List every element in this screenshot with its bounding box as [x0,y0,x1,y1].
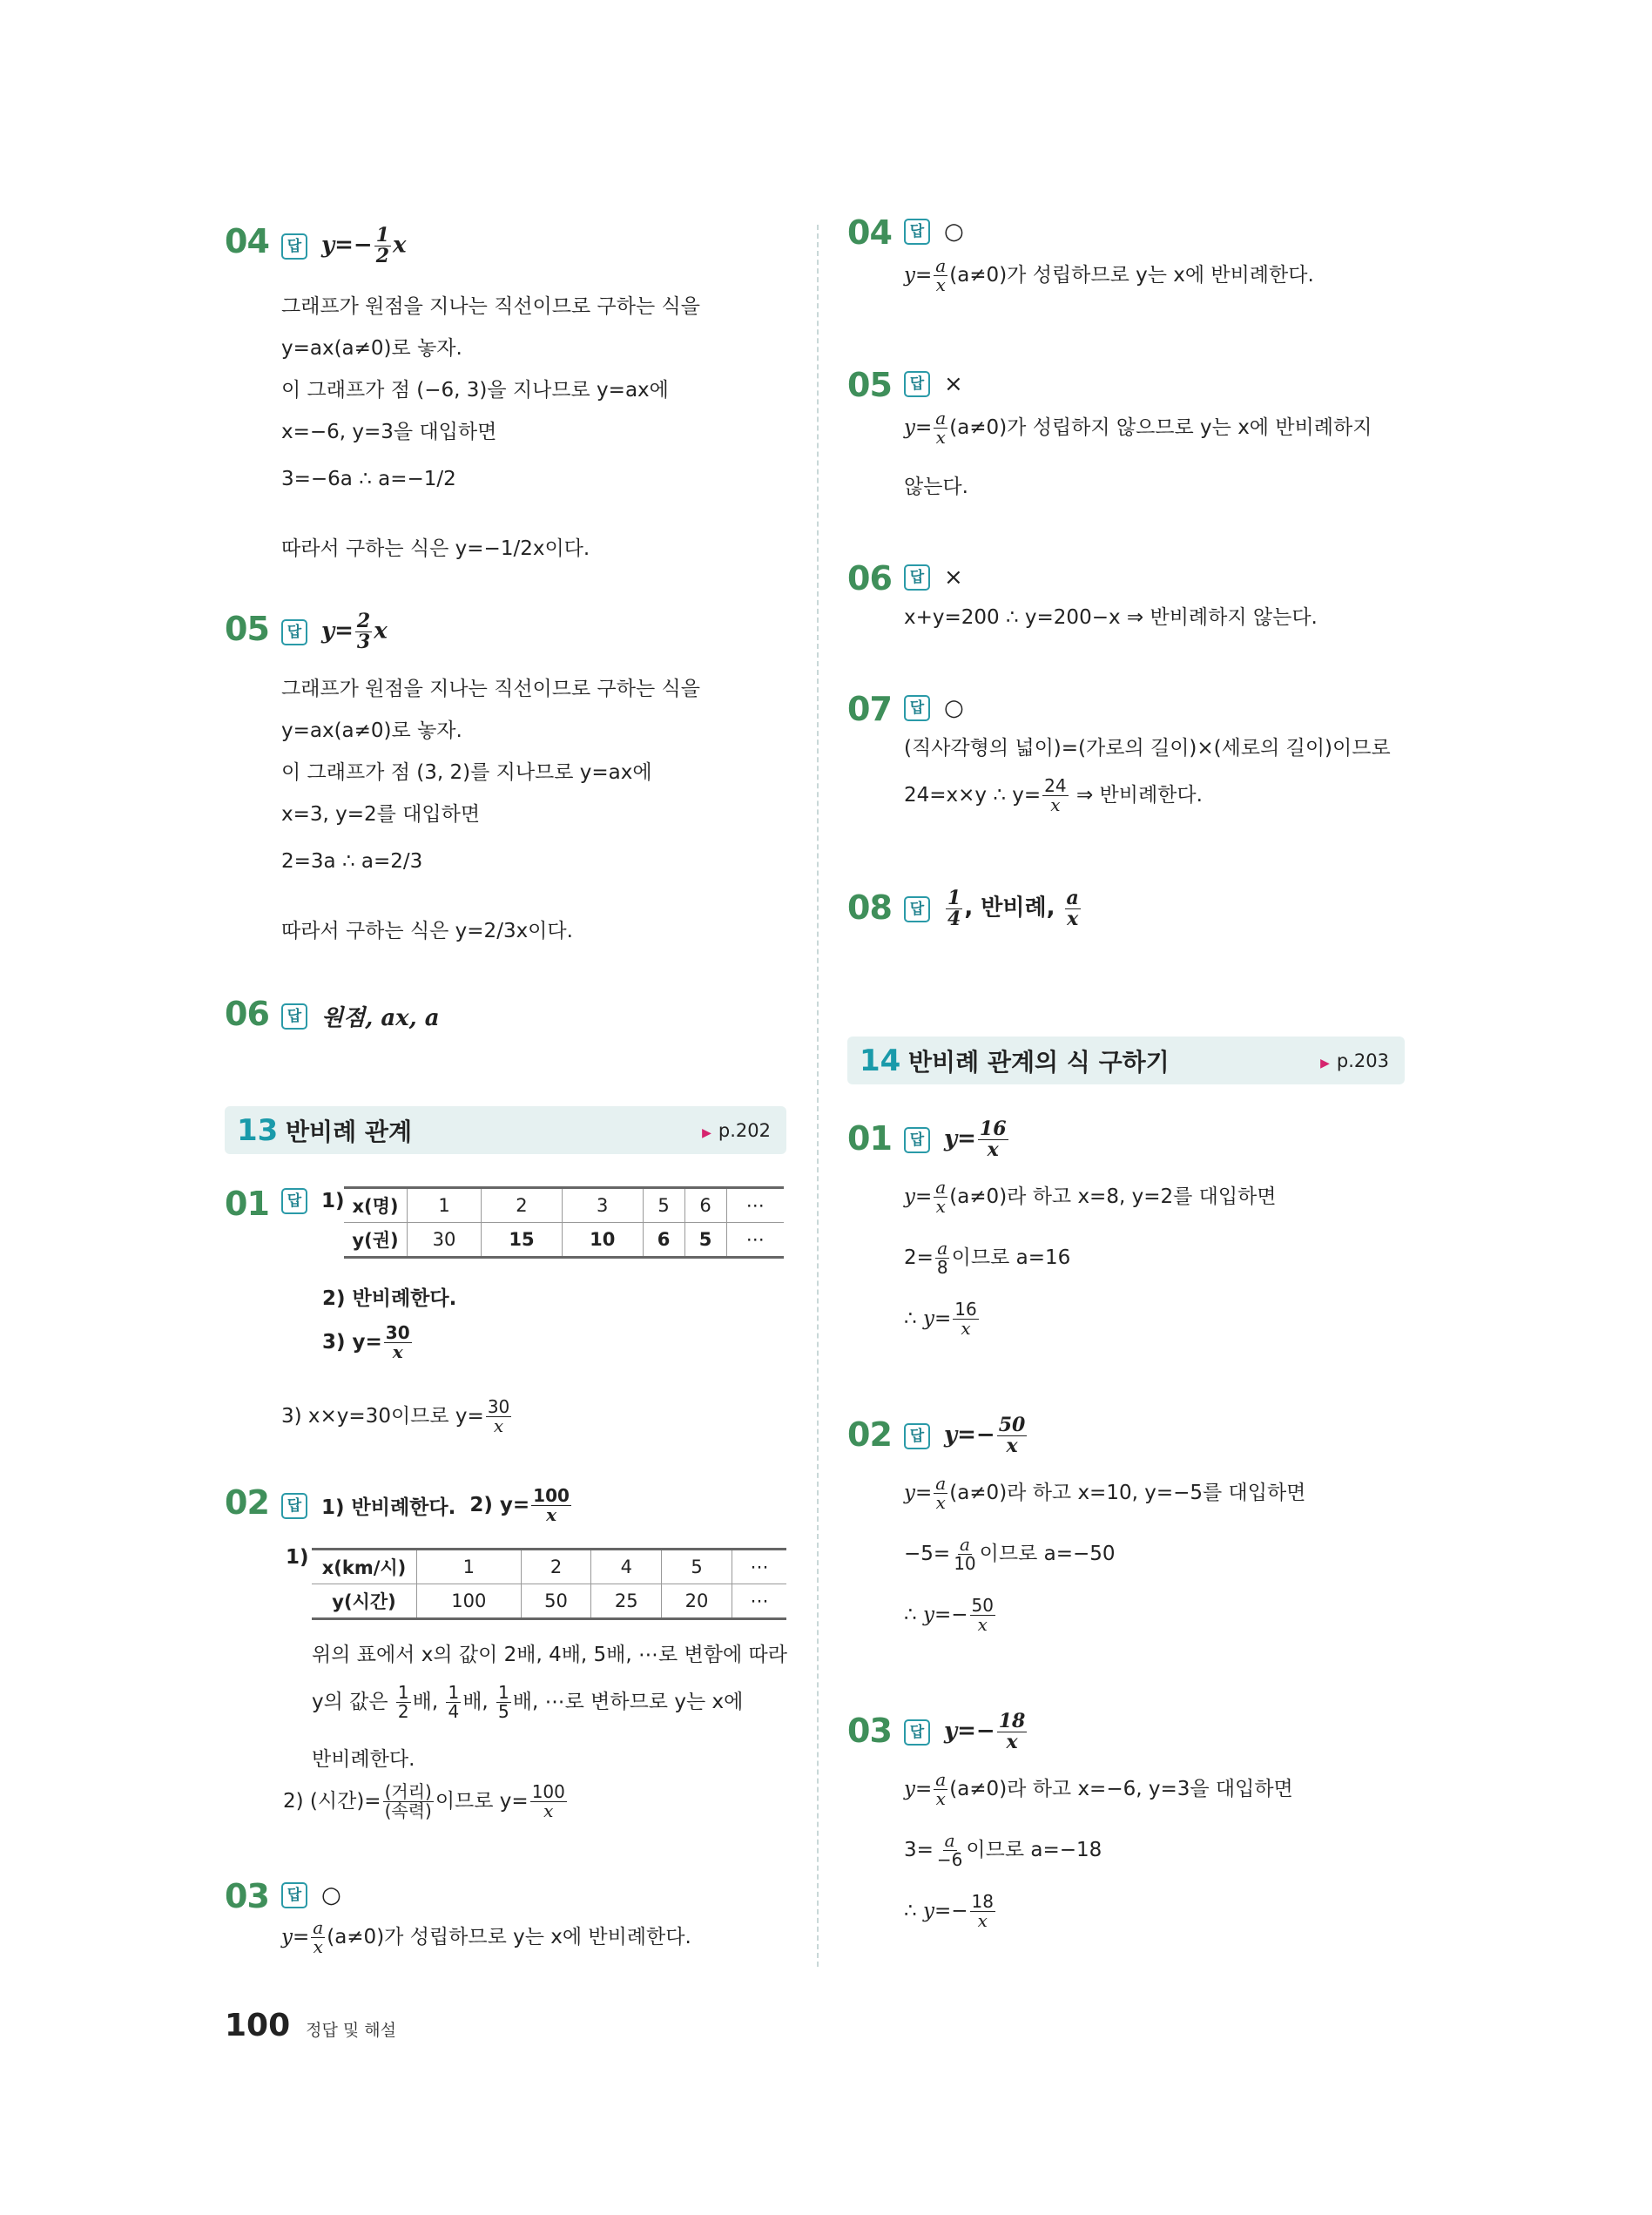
explanation-line: 이 그래프가 점 (−6, 3)을 지나므로 y=ax에 [281,379,669,402]
problem-number: 08 [847,888,892,927]
explanation-line: ∴ y=− $\frac{18}{x}$ [904,1891,994,1931]
explanation-line: 따라서 구하는 식은 y=−1/2x이다. [281,537,590,560]
answer-mark: × [944,371,963,397]
problem-number: 06 [225,995,269,1033]
footer-text: 정답 및 해설 [306,2021,397,2040]
answer-badge: 답 [281,1493,307,1519]
sub-label: 1) [321,1190,345,1212]
column-divider [817,225,819,1967]
answer-badge: 답 [281,1188,307,1214]
answer-badge: 답 [904,695,930,721]
section-14-header [847,1037,1405,1084]
explanation-line: x=−6, y=3을 대입하면 [281,421,497,443]
data-table: x(명) 1 2 3 5 6 ⋯ y(권) 30 15 10 6 5 ⋯ [344,1186,784,1259]
explanation-line: 그래프가 원점을 지나는 직선이므로 구하는 식을 [281,295,700,318]
answer-mark: ○ [321,1882,341,1908]
problem-number: 05 [847,366,892,404]
explanation-line: y=ax(a≠0)로 놓자. [281,719,462,742]
explanation-line: 3=−6a ∴ a=−1/2 [281,468,456,490]
sub-label: 1) [286,1546,309,1569]
section-number: 13 [237,1112,279,1148]
explanation-line: 위의 표에서 x의 값이 2배, 4배, 5배, ⋯로 변함에 따라 [312,1644,787,1666]
explanation-line: y= $\frac{a}{x}$ (a≠0)가 성립하므로 y는 x에 반비례한다. [281,1917,691,1957]
answer-badge: 답 [281,619,307,645]
answer-mark: ○ [944,695,964,721]
answer: y=− $\frac{18}{x}$ [944,1710,1026,1754]
explanation-line: ∴ y= $\frac{16}{x}$ [904,1299,977,1339]
explanation-line: −5= $\frac{a}{10}$ 이므로 a=−50 [904,1534,1116,1574]
answer-badge: 답 [904,1719,930,1746]
explanation-line: x+y=200 ∴ y=200−x ⇒ 반비례하지 않는다. [904,606,1318,629]
explanation-line: 2=3a ∴ a=2/3 [281,850,423,873]
answer-1: 1) 반비례한다. [321,1496,456,1519]
explanation-line: y= $\frac{a}{x}$ (a≠0)라 하고 x=8, y=2를 대입하면 [904,1177,1277,1217]
explanation-line: y=ax(a≠0)로 놓자. [281,337,462,360]
problem-number: 02 [225,1483,269,1522]
answer: y=− $\frac{1}{2}$ x [321,224,407,268]
section-13-header [225,1106,786,1154]
answer-mark: × [944,564,963,591]
section-number: 14 [860,1043,901,1078]
answer-badge: 답 [904,1127,930,1153]
answer-mark: ○ [944,219,964,245]
explanation-line: 따라서 구하는 식은 y=2/3x이다. [281,920,573,942]
explanation-line: 그래프가 원점을 지나는 직선이므로 구하는 식을 [281,678,700,700]
section-title: 반비례 관계 [286,1117,412,1146]
answer-badge: 답 [904,219,930,245]
explanation-line: x=3, y=2를 대입하면 [281,803,481,826]
problem-number: 02 [847,1415,892,1454]
answer-badge: 답 [904,371,930,397]
answer: y= $\frac{2}{3}$ x [321,610,388,654]
explanation-line: 24=x×y ∴ y= $\frac{24}{x}$ ⇒ 반비례한다. [904,775,1203,815]
answer-badge: 답 [281,1003,307,1030]
explanation-line: y= $\frac{a}{x}$ (a≠0)가 성립하지 않으므로 y는 x에 반비례하지 [904,408,1372,448]
problem-number: 03 [847,1712,892,1750]
explanation-line: y의 값은 $\frac{1}{2}$ 배, $\frac{1}{4}$ 배, $\frac{1}{5}$ 배, ⋯로 변하므로 y는 x에 [312,1682,744,1722]
explanation-line: 이 그래프가 점 (3, 2)를 지나므로 y=ax에 [281,761,652,784]
problem-number: 01 [847,1119,892,1158]
explanation-line: y= $\frac{a}{x}$ (a≠0)가 성립하므로 y는 x에 반비례한다. [904,255,1314,295]
problem-number: 05 [225,610,269,648]
answer-badge: 답 [904,896,930,922]
page-footer [225,2008,396,2043]
answer-badge: 답 [281,1882,307,1908]
page-number: 100 [225,2008,291,2043]
triangle-icon: ▶ [1320,1056,1330,1070]
explanation-line: 3= $\frac{a}{-6}$ 이므로 a=−18 [904,1830,1102,1870]
answer-badge: 답 [904,564,930,591]
problem-number: 01 [225,1185,269,1223]
problem-number: 04 [225,222,269,260]
problem-number: 06 [847,559,892,598]
answer-2: 2) y= $\frac{100}{x}$ [469,1485,570,1525]
explanation-line: y= $\frac{a}{x}$ (a≠0)라 하고 x=10, y=−5를 대입하면 [904,1473,1306,1513]
explanation-line: ∴ y=− $\frac{50}{x}$ [904,1595,994,1635]
problem-number: 04 [847,213,892,252]
explanation-line: 2) (시간)= $\frac{\text{(거리)}}{\text{(속력)}}$ 이므로 y= $\frac{100}{x}$ [283,1781,565,1821]
answer: y=− $\frac{50}{x}$ [944,1414,1026,1458]
answer-2: 2) 반비례한다. [322,1287,457,1310]
explanation-line: 반비례한다. [312,1748,415,1771]
section-title: 반비례 관계의 식 구하기 [908,1047,1170,1077]
answer-badge: 답 [281,233,307,260]
answer-3: 3) y= $\frac{30}{x}$ [322,1322,410,1362]
explanation-line: y= $\frac{a}{x}$ (a≠0)라 하고 x=−6, y=3을 대입하면 [904,1769,1293,1809]
triangle-icon: ▶ [702,1125,711,1140]
explanation-line: 2= $\frac{a}{8}$ 이므로 a=16 [904,1238,1071,1278]
answer: $\frac{1}{4}$ , 반비례, $\frac{a}{x}$ [947,887,1079,931]
problem-number: 07 [847,690,892,728]
answer-badge: 답 [904,1423,930,1449]
explanation-line: (직사각형의 넓이)=(가로의 길이)×(세로의 길이)이므로 [904,737,1391,760]
answer: 원점, ax, a [321,1005,440,1031]
answer: y= $\frac{16}{x}$ [944,1118,1007,1162]
note-line: 3) x×y=30이므로 y= $\frac{30}{x}$ [281,1396,510,1436]
section-page-link[interactable]: ▶ p.202 [702,1119,771,1141]
explanation-line: 않는다. [904,476,968,498]
data-table: x(km/시) 1 2 4 5 ⋯ y(시간) 100 50 25 20 ⋯ [312,1548,786,1620]
section-page-link[interactable]: ▶ p.203 [1320,1050,1389,1071]
problem-number: 03 [225,1877,269,1915]
